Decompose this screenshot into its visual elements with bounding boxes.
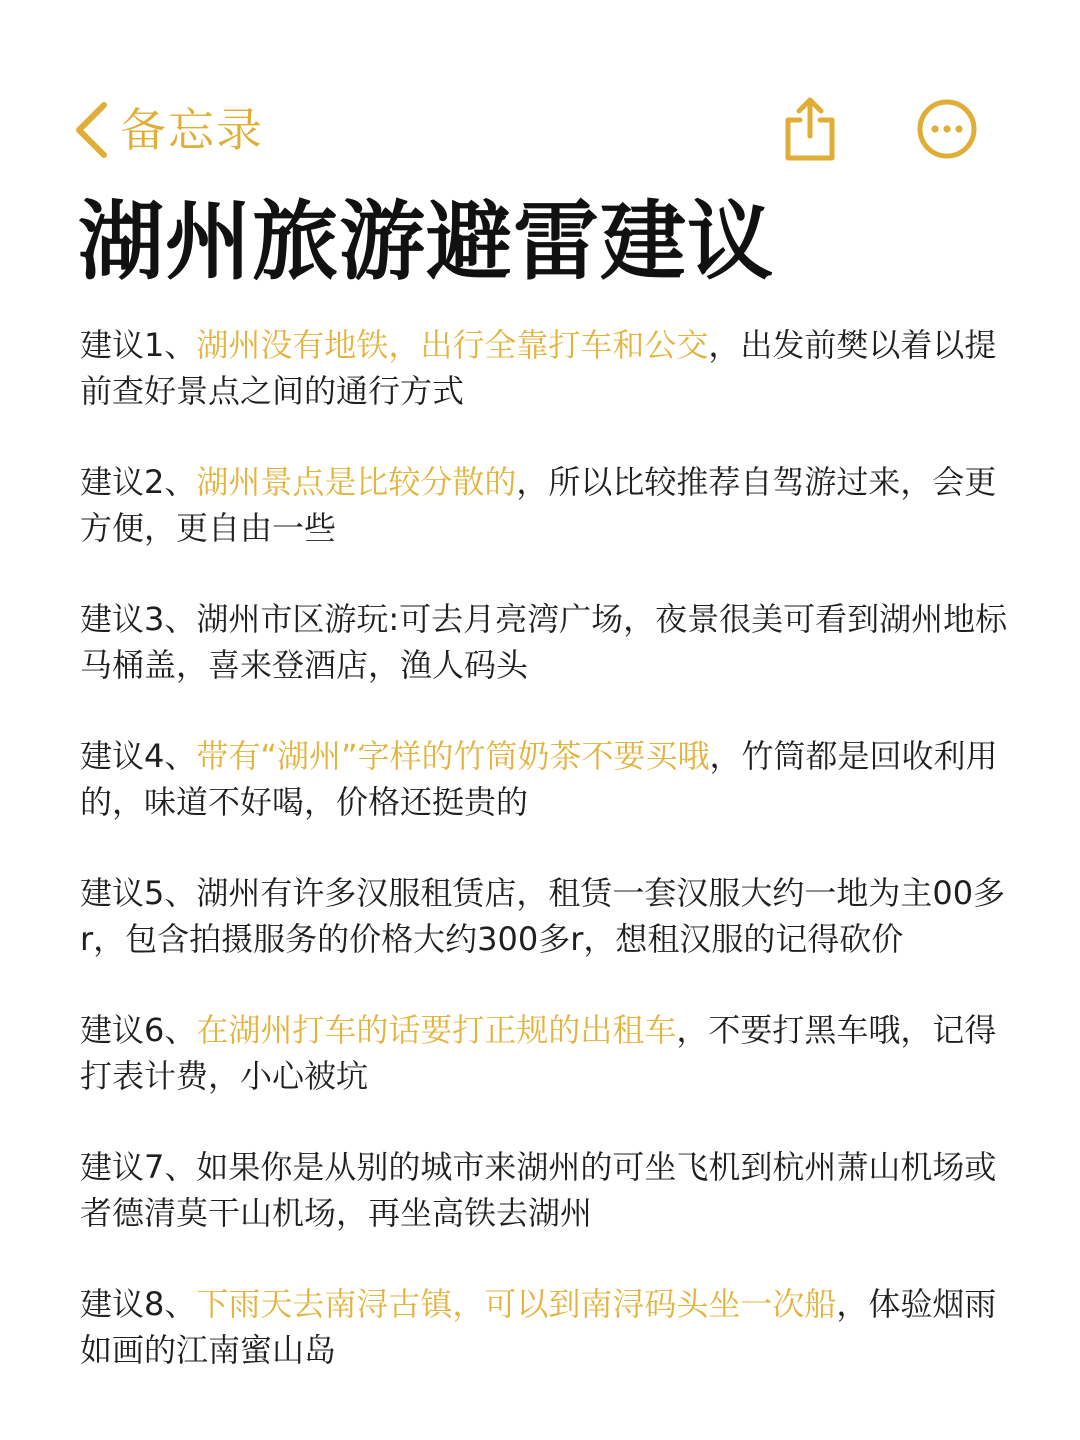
suggestion-item <box>80 1144 1020 1236</box>
suggestion-text: 湖州市区游玩:可去月亮湾广场，夜景很美可看到湖州地标马桶盖，喜来登酒店，渔人码头 <box>80 600 1008 684</box>
suggestion-text: ，出发前樊以着以提前查好景点之间的通行方式 <box>80 326 997 410</box>
ellipsis-circle-icon <box>916 145 978 164</box>
suggestion-highlight: 在湖州打车的话要打正规的出租车 <box>196 1011 677 1049</box>
suggestion-highlight: 湖州没有地铁，出行全靠打车和公交 <box>196 326 709 364</box>
chevron-left-icon <box>72 100 110 160</box>
suggestion-item <box>80 1007 1020 1099</box>
share-button[interactable] <box>780 96 840 162</box>
suggestion-prefix: 建议7、 <box>80 1148 197 1186</box>
suggestion-item <box>80 733 1020 825</box>
navigation-bar <box>0 90 1080 170</box>
suggestion-prefix: 建议2、 <box>80 463 197 501</box>
suggestion-prefix: 建议6、 <box>80 1011 197 1049</box>
suggestion-item <box>80 322 1020 414</box>
suggestion-prefix: 建议3、 <box>80 600 197 638</box>
suggestion-text: ，竹筒都是回收利用的，味道不好喝，价格还挺贵的 <box>80 737 998 821</box>
suggestion-item <box>80 870 1020 962</box>
note-title: 湖州旅游避雷建议 <box>78 192 774 292</box>
suggestion-highlight: 带有“湖州”字样的竹筒奶茶不要买哦 <box>196 737 710 775</box>
back-label: 备忘录 <box>120 103 264 157</box>
suggestion-prefix: 建议5、 <box>80 874 197 912</box>
suggestion-text: 如果你是从别的城市来湖州的可坐飞机到杭州萧山机场或者德清莫干山机场，再坐高铁去湖州 <box>80 1148 997 1232</box>
suggestion-prefix: 建议1、 <box>80 326 197 364</box>
suggestion-prefix: 建议4、 <box>80 737 197 775</box>
suggestion-text: ，不要打黑车哦，记得打表计费，小心被坑 <box>80 1011 997 1095</box>
suggestion-text: 湖州有许多汉服租赁店，租赁一套汉服大约一地为主00多r，包含拍摄服务的价格大约300多r，想租汉服的记得砍价 <box>80 874 1006 958</box>
suggestion-highlight: 下雨天去南浔古镇，可以到南浔码头坐一次船 <box>196 1285 837 1323</box>
suggestion-item <box>80 1281 1020 1373</box>
suggestion-text: ，体验烟雨如画的江南蜜山岛 <box>80 1285 997 1369</box>
back-button[interactable] <box>72 98 264 162</box>
more-button[interactable] <box>916 98 978 160</box>
suggestion-list <box>80 322 1020 1418</box>
suggestion-highlight: 湖州景点是比较分散的 <box>196 463 517 501</box>
suggestion-item <box>80 459 1020 551</box>
share-icon <box>780 147 840 166</box>
suggestion-prefix: 建议8、 <box>80 1285 197 1323</box>
suggestion-item <box>80 596 1020 688</box>
suggestion-text: ，所以比较推荐自驾游过来，会更方便，更自由一些 <box>80 463 997 547</box>
